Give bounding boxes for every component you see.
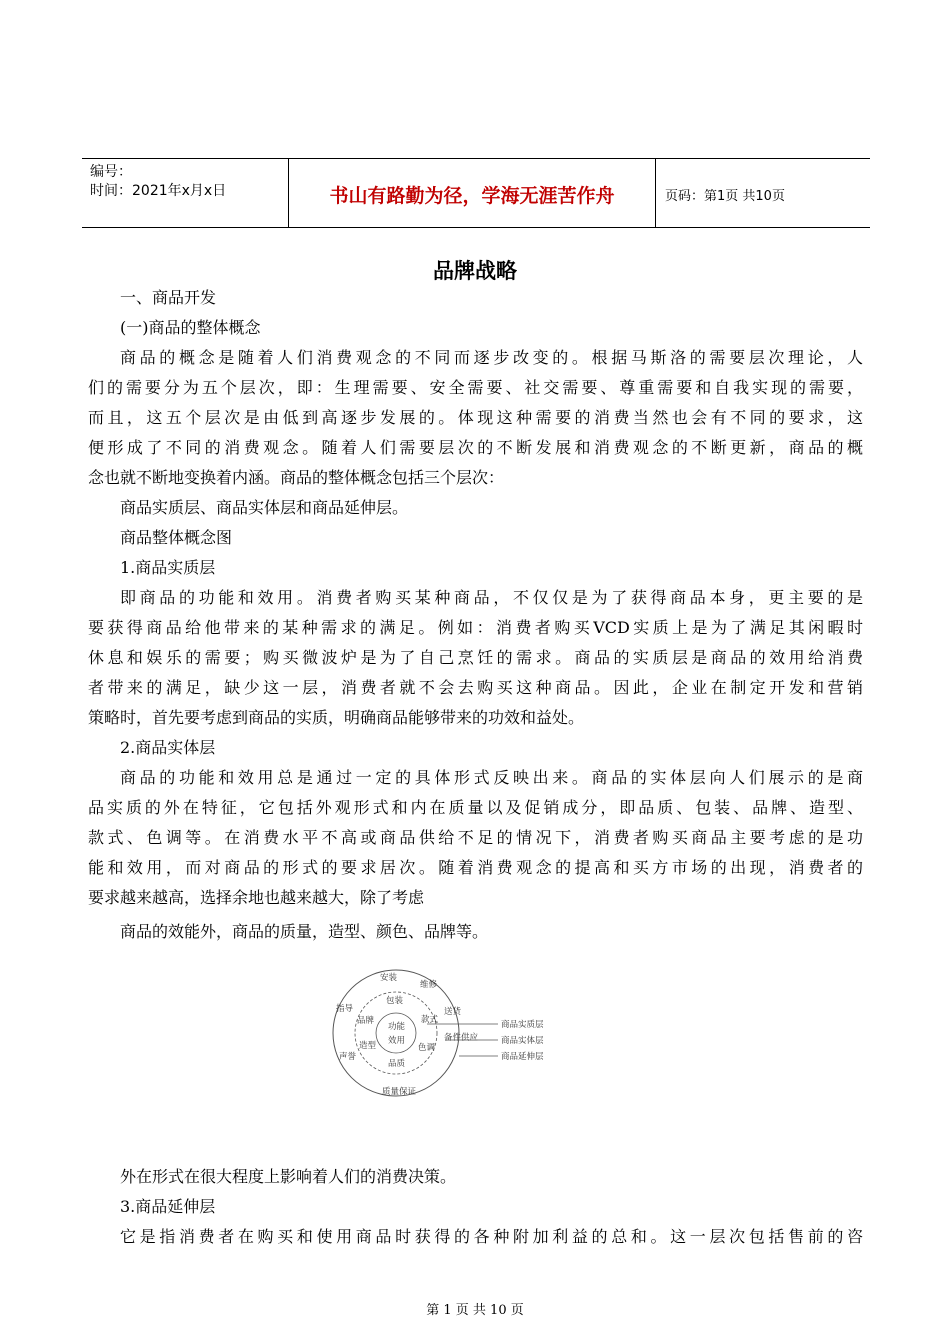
product-concept-diagram <box>326 962 562 1104</box>
outer-label: 维修 <box>420 980 438 990</box>
text-line: 们的需要分为五个层次，即：生理需要、安全需要、社交需要、尊重需要和自我实现的需要， <box>88 378 863 397</box>
text-line: 念也就不断地变换着内涵。商品的整体概念包括三个层次： <box>88 468 505 487</box>
text-line: 商品的功能和效用总是通过一定的具体形式反映出来。商品的实体层向人们展示的是商 <box>120 768 863 787</box>
middle-label: 包装 <box>386 996 404 1006</box>
subheading-core-layer: 1.商品实质层 <box>120 558 216 577</box>
text-line: 要求越来越高，选择余地也越来越大，除了考虑 <box>88 888 425 907</box>
core-label: 功能 <box>388 1022 406 1032</box>
text-line: 能和效用，而对商品的形式的要求居次。随着消费观念的提高和买方市场的出现，消费者的 <box>88 858 863 877</box>
middle-label: 品质 <box>388 1059 406 1069</box>
text-line: 者带来的满足，缺少这一层，消费者就不会去购买这种商品。因此，企业在制定开发和营销 <box>88 678 863 697</box>
header-divider <box>655 159 656 227</box>
inner-ring <box>376 1013 416 1053</box>
outer-label: 指导 <box>336 1004 354 1014</box>
text-line: 策略时，首先要考虑到商品的实质，明确商品能够带来的功效和益处。 <box>88 708 585 727</box>
text-line: 款式、色调等。在消费水平不高或商品供给不足的情况下，消费者购买商品主要考虑的是功 <box>88 828 863 847</box>
legend-label: 商品实质层 <box>501 1020 544 1030</box>
paragraph-external-form: 外在形式在很大程度上影响着人们的消费决策。 <box>120 1167 457 1186</box>
page-footer: 第 1 页 共 10 页 <box>426 1303 524 1318</box>
legend-label: 商品实体层 <box>501 1036 544 1046</box>
figure-caption: 商品整体概念图 <box>120 528 233 547</box>
middle-label: 造型 <box>359 1041 377 1051</box>
text-line: 便形成了不同的消费观念。随着人们需要层次的不断发展和消费观念的不断更新，商品的概 <box>88 438 863 457</box>
outer-label: 声誉 <box>339 1052 357 1062</box>
middle-label: 色调 <box>418 1043 436 1053</box>
outer-label: 质量保证 <box>382 1087 417 1097</box>
middle-label: 款式 <box>421 1015 439 1025</box>
subsection-heading: (一)商品的整体概念 <box>120 318 261 337</box>
text-line: 而且，这五个层次是由低到高逐步发展的。体现这种需要的消费当然也会有不同的要求，这 <box>88 408 863 427</box>
header-motto: 书山有路勤为径，学海无涯苦作舟 <box>329 185 615 207</box>
section-heading: 一、商品开发 <box>120 288 217 307</box>
outer-label: 送货 <box>444 1007 462 1017</box>
text-line: 要获得商品给他带来的某种需求的满足。例如：消费者购买VCD实质上是为了满足其闲暇时 <box>88 618 863 637</box>
legend-label: 商品延伸层 <box>501 1052 544 1062</box>
header-meta <box>90 163 226 201</box>
page-header <box>82 158 870 228</box>
text-line: 即商品的功能和效用。消费者购买某种商品，不仅仅是为了获得商品本身，更主要的是 <box>120 588 863 607</box>
core-label: 效用 <box>388 1036 406 1046</box>
outer-label: 安装 <box>380 973 398 983</box>
middle-label: 品牌 <box>357 1016 375 1026</box>
text-line: 商品的概念是随着人们消费观念的不同而逐步改变的。根据马斯洛的需要层次理论，人 <box>120 348 863 367</box>
paragraph-extended-layer <box>88 1222 863 1252</box>
paragraph-three-layers: 商品实质层、商品实体层和商品延伸层。 <box>120 498 409 517</box>
document-title: 品牌战略 <box>433 259 517 283</box>
subheading-extended-layer: 3.商品延伸层 <box>120 1197 216 1216</box>
paragraph-tangible-layer <box>88 763 863 913</box>
paragraph-tangible-cont: 商品的效能外，商品的质量，造型、颜色、品牌等。 <box>120 922 489 941</box>
outer-label: 备件供应 <box>444 1033 479 1043</box>
outer-ring <box>333 970 459 1096</box>
header-number: 编号： <box>90 164 132 180</box>
text-line: 品实质的外在特征，它包括外观形式和内在质量以及促销成分，即品质、包装、品牌、造型、 <box>88 798 863 817</box>
paragraph-core-layer <box>88 583 863 733</box>
header-time: 时间：2021年x月x日 <box>90 183 227 199</box>
header-page-info: 页码：第1页 共10页 <box>665 189 785 204</box>
paragraph-overall-concept <box>88 343 863 493</box>
text-line: 它是指消费者在购买和使用商品时获得的各种附加利益的总和。这一层次包括售前的咨 <box>120 1227 863 1246</box>
text-line: 休息和娱乐的需要；购买微波炉是为了自己烹饪的需求。商品的实质层是商品的效用给消费 <box>88 648 863 667</box>
subheading-tangible-layer: 2.商品实体层 <box>120 738 216 757</box>
